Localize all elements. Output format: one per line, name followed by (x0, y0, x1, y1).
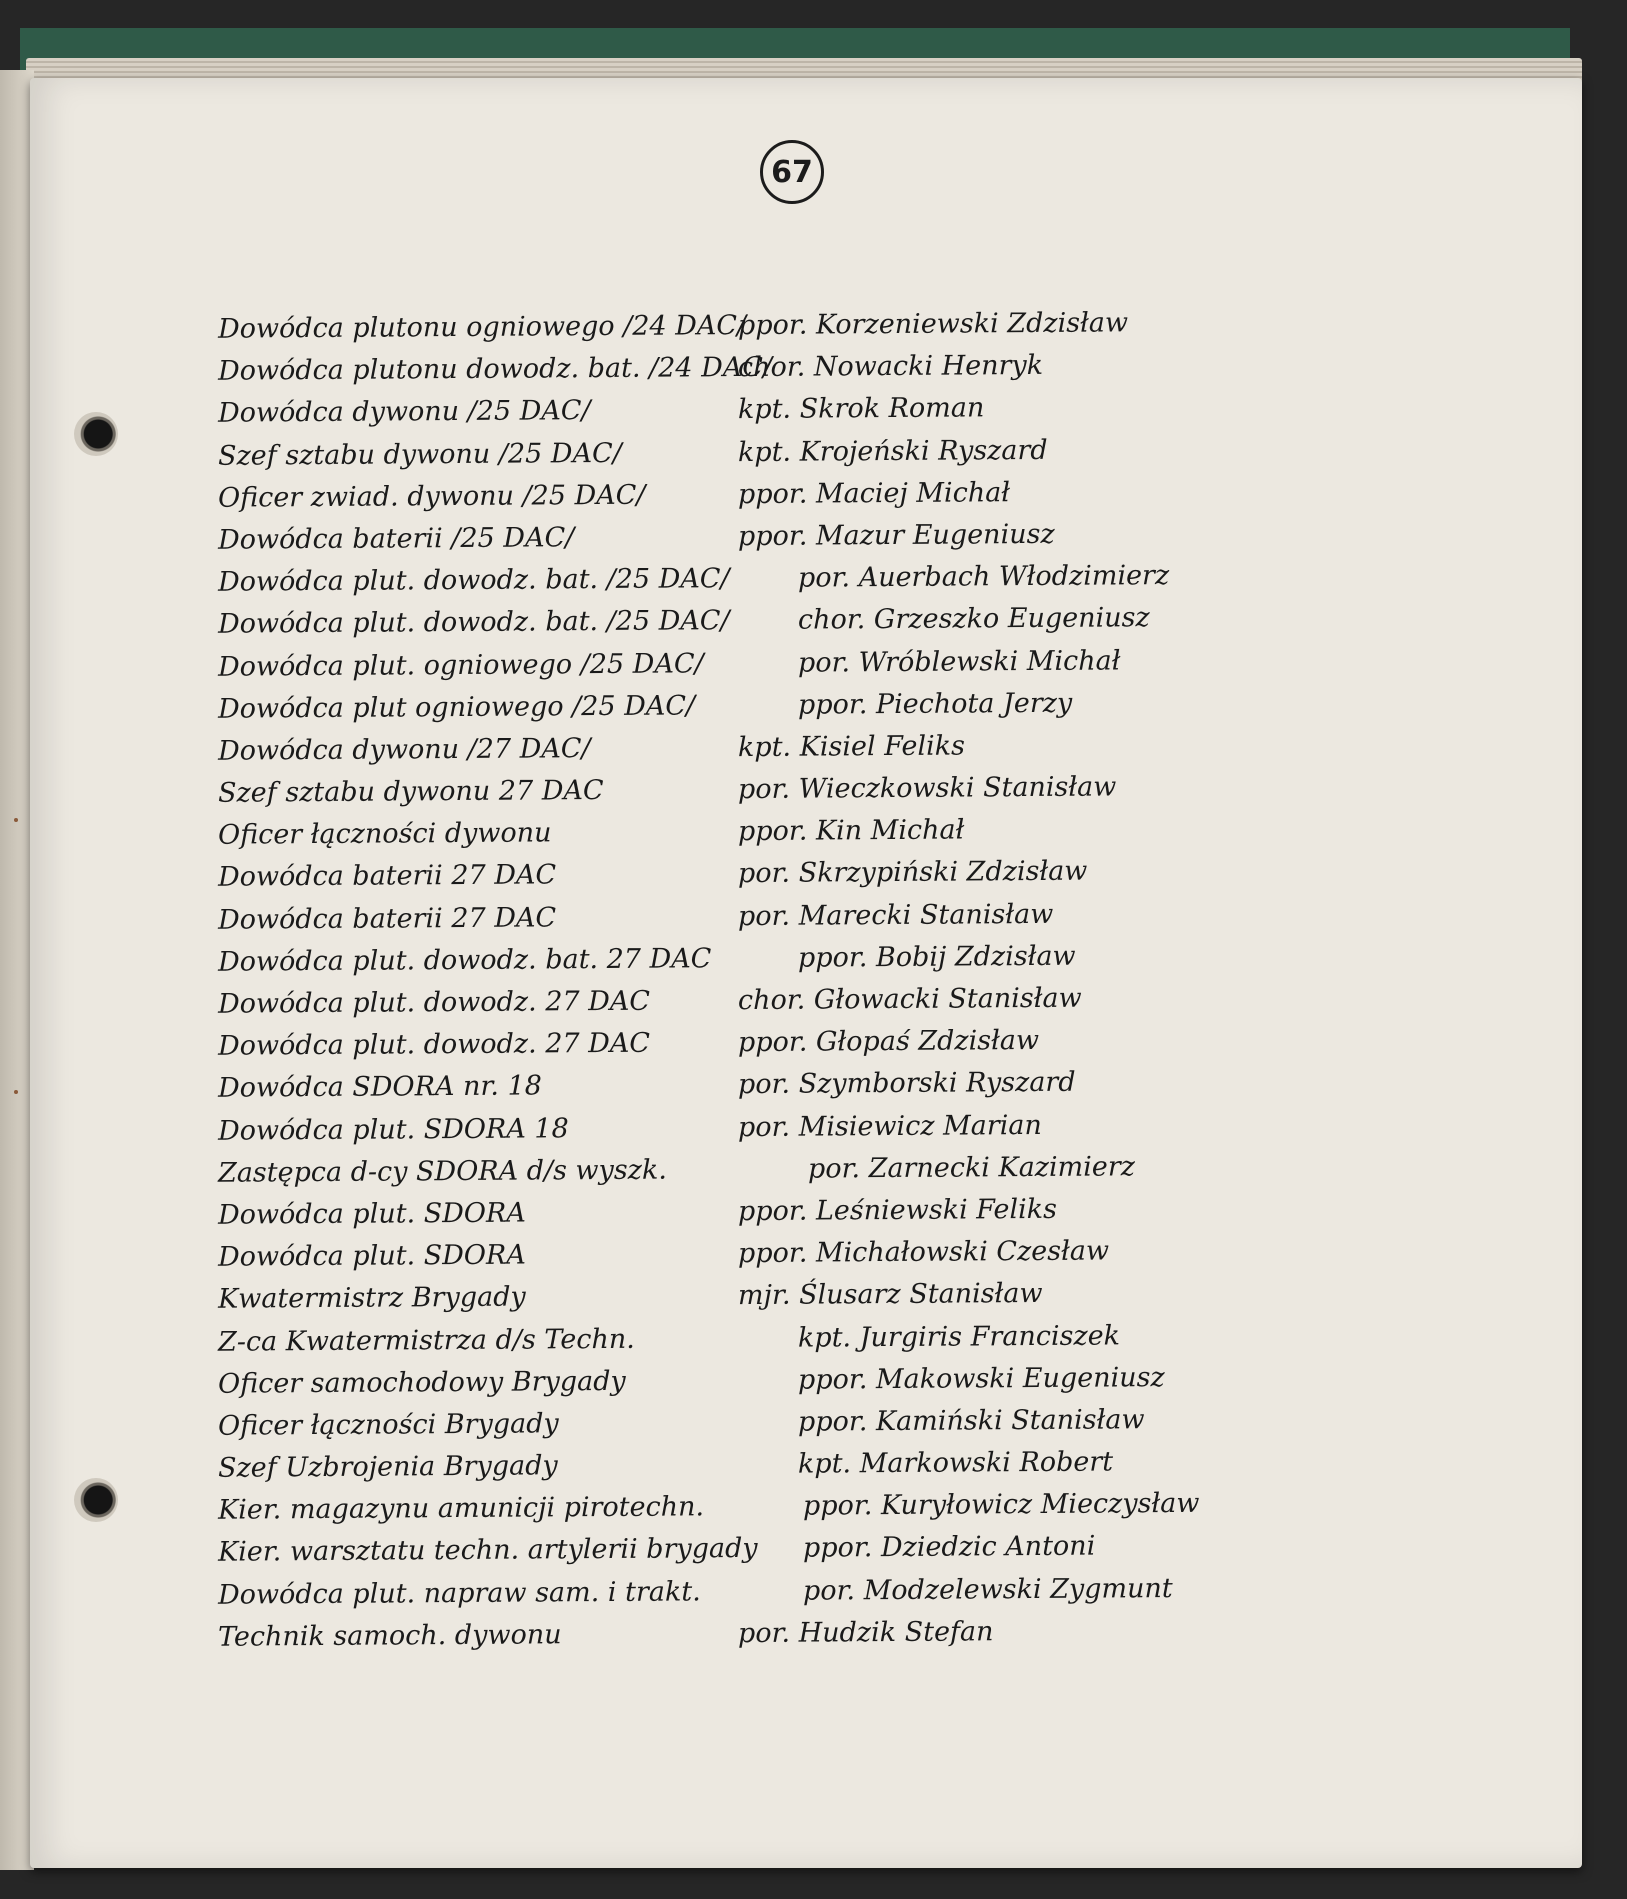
entry-person: kpt. Kisiel Feliks (737, 730, 965, 763)
entry-function: Szef sztabu dywonu 27 DAC (217, 775, 604, 809)
list-item (218, 597, 1278, 647)
entry-function: Dowódca plut. dowodz. 27 DAC (217, 985, 651, 1020)
list-item (218, 1314, 1278, 1364)
entry-function: Dowódca SDORA nr. 18 (217, 1070, 543, 1105)
entry-function: Dowódca dywonu /25 DAC/ (217, 395, 591, 430)
list-item (218, 850, 1278, 900)
entry-person: por. Modzelewski Zygmunt (802, 1572, 1173, 1607)
entry-person: ppor. Mazur Eugeniusz (737, 518, 1055, 553)
list-item (218, 639, 1278, 689)
entry-function: Szef Uzbrojenia Brygady (217, 1450, 558, 1484)
entry-function: Dowódca plut ogniowego /25 DAC/ (217, 690, 696, 725)
list-item (218, 1272, 1278, 1322)
entry-person: ppor. Michałowski Czesław (737, 1235, 1110, 1270)
entry-function: Z-ca Kwatermistrza d/s Techn. (217, 1323, 635, 1358)
entry-person: chor. Głowacki Stanisław (737, 982, 1082, 1017)
entry-function: Dowódca plut. ogniowego /25 DAC/ (217, 647, 704, 683)
entry-function: Dowódca plutonu dowodz. bat. /24 DAC/ (217, 352, 773, 387)
entry-function: Dowódca plut. SDORA (217, 1239, 526, 1273)
entry-function: Oficer łączności Brygady (217, 1408, 559, 1442)
entry-function: Dowódca plut. dowodz. bat. /25 DAC/ (217, 605, 730, 641)
entry-person: por. Marecki Stanisław (737, 898, 1054, 932)
entry-person: kpt. Jurgiris Franciszek (797, 1319, 1121, 1354)
entry-function: Dowódca baterii 27 DAC (217, 859, 557, 894)
entry-person: por. Hudzik Stefan (737, 1616, 994, 1649)
list-item (218, 1187, 1278, 1237)
entry-person: por. Misiewicz Marian (737, 1109, 1042, 1143)
list-item (218, 1356, 1278, 1406)
entry-function: Dowódca plut. SDORA (217, 1197, 526, 1231)
entry-person: chor. Nowacki Henryk (737, 350, 1044, 384)
list-item (218, 1145, 1278, 1195)
entry-function: Dowódca plut. SDORA 18 (217, 1112, 569, 1147)
list-item (218, 1103, 1278, 1153)
entry-person: ppor. Kamiński Stanisław (797, 1404, 1145, 1438)
entry-function: Dowódca plut. dowodz. bat. 27 DAC (217, 943, 712, 978)
entry-function: Szef sztabu dywonu /25 DAC/ (217, 437, 622, 472)
entry-person: ppor. Głopaś Zdzisław (737, 1025, 1040, 1059)
entry-person: por. Zarnecki Kazimierz (807, 1151, 1136, 1185)
entry-function: Oficer zwiad. dywonu /25 DAC/ (217, 479, 646, 514)
list-item (218, 512, 1278, 562)
list-item (218, 934, 1278, 984)
entry-function: Technik samoch. dywonu (217, 1619, 562, 1653)
previous-page-edge (0, 70, 34, 1870)
entry-function: Zastępca d-cy SDORA d/s wyszk. (217, 1154, 667, 1189)
list-item (218, 1061, 1278, 1111)
entry-person: chor. Grzeszko Eugeniusz (797, 602, 1150, 636)
list-item (218, 1609, 1278, 1659)
entry-person: por. Skrzypiński Zdzisław (737, 856, 1088, 890)
list-item (218, 723, 1278, 773)
entry-function: Oficer samochodowy Brygady (217, 1365, 626, 1400)
entry-person: ppor. Makowski Eugeniusz (797, 1361, 1165, 1396)
entry-person: ppor. Kuryłowicz Mieczysław (802, 1488, 1200, 1522)
entry-person: por. Wróblewski Michał (797, 644, 1121, 679)
punch-hole (74, 1478, 118, 1522)
entry-function: Dowódca plut. napraw sam. i trakt. (217, 1575, 701, 1611)
entry-person: por. Szymborski Ryszard (737, 1067, 1076, 1101)
entry-function: Kier. magazynu amunicji pirotechn. (217, 1491, 705, 1526)
margin-mark (14, 1090, 18, 1094)
entry-person: por. Wieczkowski Stanisław (737, 771, 1117, 806)
entry-function: Oficer łączności dywonu (217, 817, 552, 851)
list-item (218, 681, 1278, 731)
list-item (218, 386, 1278, 436)
entry-person: kpt. Skrok Roman (737, 392, 985, 426)
entry-person: ppor. Korzeniewski Zdzisław (737, 307, 1129, 342)
entry-function: Dowódca baterii /25 DAC/ (217, 522, 575, 556)
list-item (218, 428, 1278, 478)
list-item (218, 1525, 1278, 1575)
entry-person: ppor. Dziedzic Antoni (802, 1531, 1096, 1565)
punch-hole (74, 412, 118, 456)
list-item (218, 1398, 1278, 1448)
entry-function: Dowódca plut. dowodz. bat. /25 DAC/ (217, 563, 730, 598)
entry-function: Kwatermistrz Brygady (217, 1281, 526, 1316)
margin-mark (14, 818, 18, 822)
entry-person: ppor. Kin Michał (737, 814, 965, 848)
entry-person: ppor. Leśniewski Feliks (737, 1193, 1058, 1228)
entry-person: ppor. Bobij Zdzisław (797, 940, 1076, 974)
entry-function: Dowódca baterii 27 DAC (217, 901, 557, 936)
entry-person: ppor. Piechota Jerzy (797, 687, 1073, 721)
entry-person: por. Auerbach Włodzimierz (797, 560, 1170, 594)
entry-person: mjr. Ślusarz Stanisław (737, 1278, 1043, 1312)
entry-function: Dowódca dywonu /27 DAC/ (217, 732, 591, 767)
list-item (218, 470, 1278, 520)
entry-person: kpt. Markowski Robert (797, 1446, 1114, 1480)
page-number: 67 (760, 140, 824, 204)
entry-person: kpt. Krojeński Ryszard (737, 434, 1048, 468)
entry-function: Dowódca plut. dowodz. 27 DAC (217, 1027, 651, 1062)
personnel-list (218, 305, 1278, 1655)
entry-person: ppor. Maciej Michał (737, 476, 1011, 510)
entry-function: Kier. warsztatu techn. artylerii brygady (217, 1533, 758, 1569)
entry-function: Dowódca plutonu ogniowego /24 DAC/ (217, 310, 747, 345)
list-item (218, 1567, 1278, 1617)
list-item (218, 892, 1278, 942)
